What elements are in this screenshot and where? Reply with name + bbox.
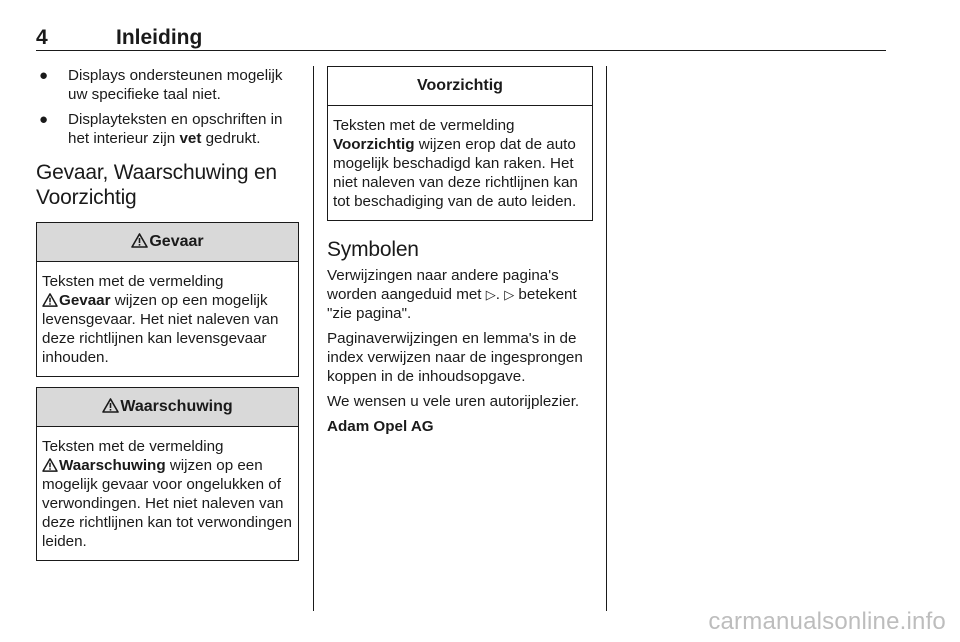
para-text: Verwijzingen naar andere pagina's worden aangeduid met: [327, 267, 559, 303]
bullet-text-after: gedrukt.: [201, 130, 261, 147]
column-divider-right: [606, 66, 607, 611]
page-header: [36, 26, 884, 52]
bullet-icon: ●: [39, 111, 49, 128]
box-rest: wijzen op een mogelijk levensgevaar. Het niet naleven van deze richtlijnen kan levensgevaar inhouden.: [42, 292, 279, 366]
caution-box-header: Voorzichtig: [328, 67, 592, 106]
bullet-list: [36, 66, 299, 148]
box-bold-term: Voorzichtig: [333, 136, 415, 153]
warning-box-title: Waarschuwing: [120, 398, 233, 415]
watermark: carmanualsonline.info: [708, 608, 946, 635]
bullet-text-bold: vet: [179, 130, 202, 147]
section-heading-symbols: Symbolen: [327, 238, 419, 261]
symbols-paragraph-2: Paginaverwijzingen en lemma's in de index verwijzen naar de ingesprongen koppen in de inhoudsopgave.: [327, 330, 583, 385]
warning-triangle-icon: [102, 398, 119, 413]
box-bold-term: Gevaar: [59, 292, 111, 309]
caution-box: [327, 66, 593, 221]
box-intro: Teksten met de vermelding: [42, 438, 224, 455]
warning-box-header: [37, 388, 298, 427]
warning-box-body: [37, 427, 298, 560]
section-heading-warnings: Gevaar, Waarschuwing en Voorzichtig: [36, 161, 277, 209]
danger-box-body: [37, 262, 298, 376]
list-item: [36, 110, 299, 148]
page-ref-arrow-icon: ▷: [504, 287, 515, 302]
box-intro: Teksten met de vermelding: [42, 273, 224, 290]
warning-triangle-icon: [42, 293, 58, 307]
list-item: [36, 66, 299, 104]
para-text: .: [495, 286, 505, 303]
danger-box-header: [37, 223, 298, 262]
column-middle: [327, 66, 593, 442]
warning-triangle-icon: [131, 233, 148, 248]
signature: [327, 417, 593, 436]
chapter-title: Inleiding: [116, 26, 203, 49]
header-rule: [36, 50, 886, 51]
bullet-icon: ●: [39, 67, 49, 84]
para-text: betekent "zie pagina".: [327, 286, 577, 322]
box-rest: wijzen erop dat de auto mogelijk beschadigd kan raken. Het niet naleven van deze richtlijnen kan tot beschadiging van de auto leiden.: [333, 136, 578, 210]
danger-box: [36, 222, 299, 377]
page-number: 4: [36, 26, 48, 49]
warning-triangle-icon: [42, 458, 58, 472]
box-bold-term: Waarschuwing: [59, 457, 166, 474]
bullet-text-before: Displayteksten en opschriften in het interieur zijn: [68, 111, 283, 147]
column-divider-left: [313, 66, 314, 611]
symbols-paragraph-1: [327, 266, 593, 323]
danger-box-title: Gevaar: [149, 233, 204, 250]
warning-box: [36, 387, 299, 561]
caution-box-body: [328, 106, 592, 220]
column-left: [36, 66, 299, 571]
box-rest: wijzen op een mogelijk gevaar voor ongelukken of verwondingen. Het niet naleven van deze richtlijnen kan tot verwondingen leiden.: [42, 457, 292, 550]
box-intro: Teksten met de vermelding: [333, 117, 515, 134]
symbols-paragraph-3: We wensen u vele uren autorijplezier.: [327, 393, 580, 410]
page-ref-arrow-icon: ▷: [485, 287, 496, 302]
bullet-text: Displays ondersteunen mogelijk uw specifieke taal niet.: [68, 67, 283, 103]
signature-text: Adam Opel AG: [327, 418, 434, 435]
